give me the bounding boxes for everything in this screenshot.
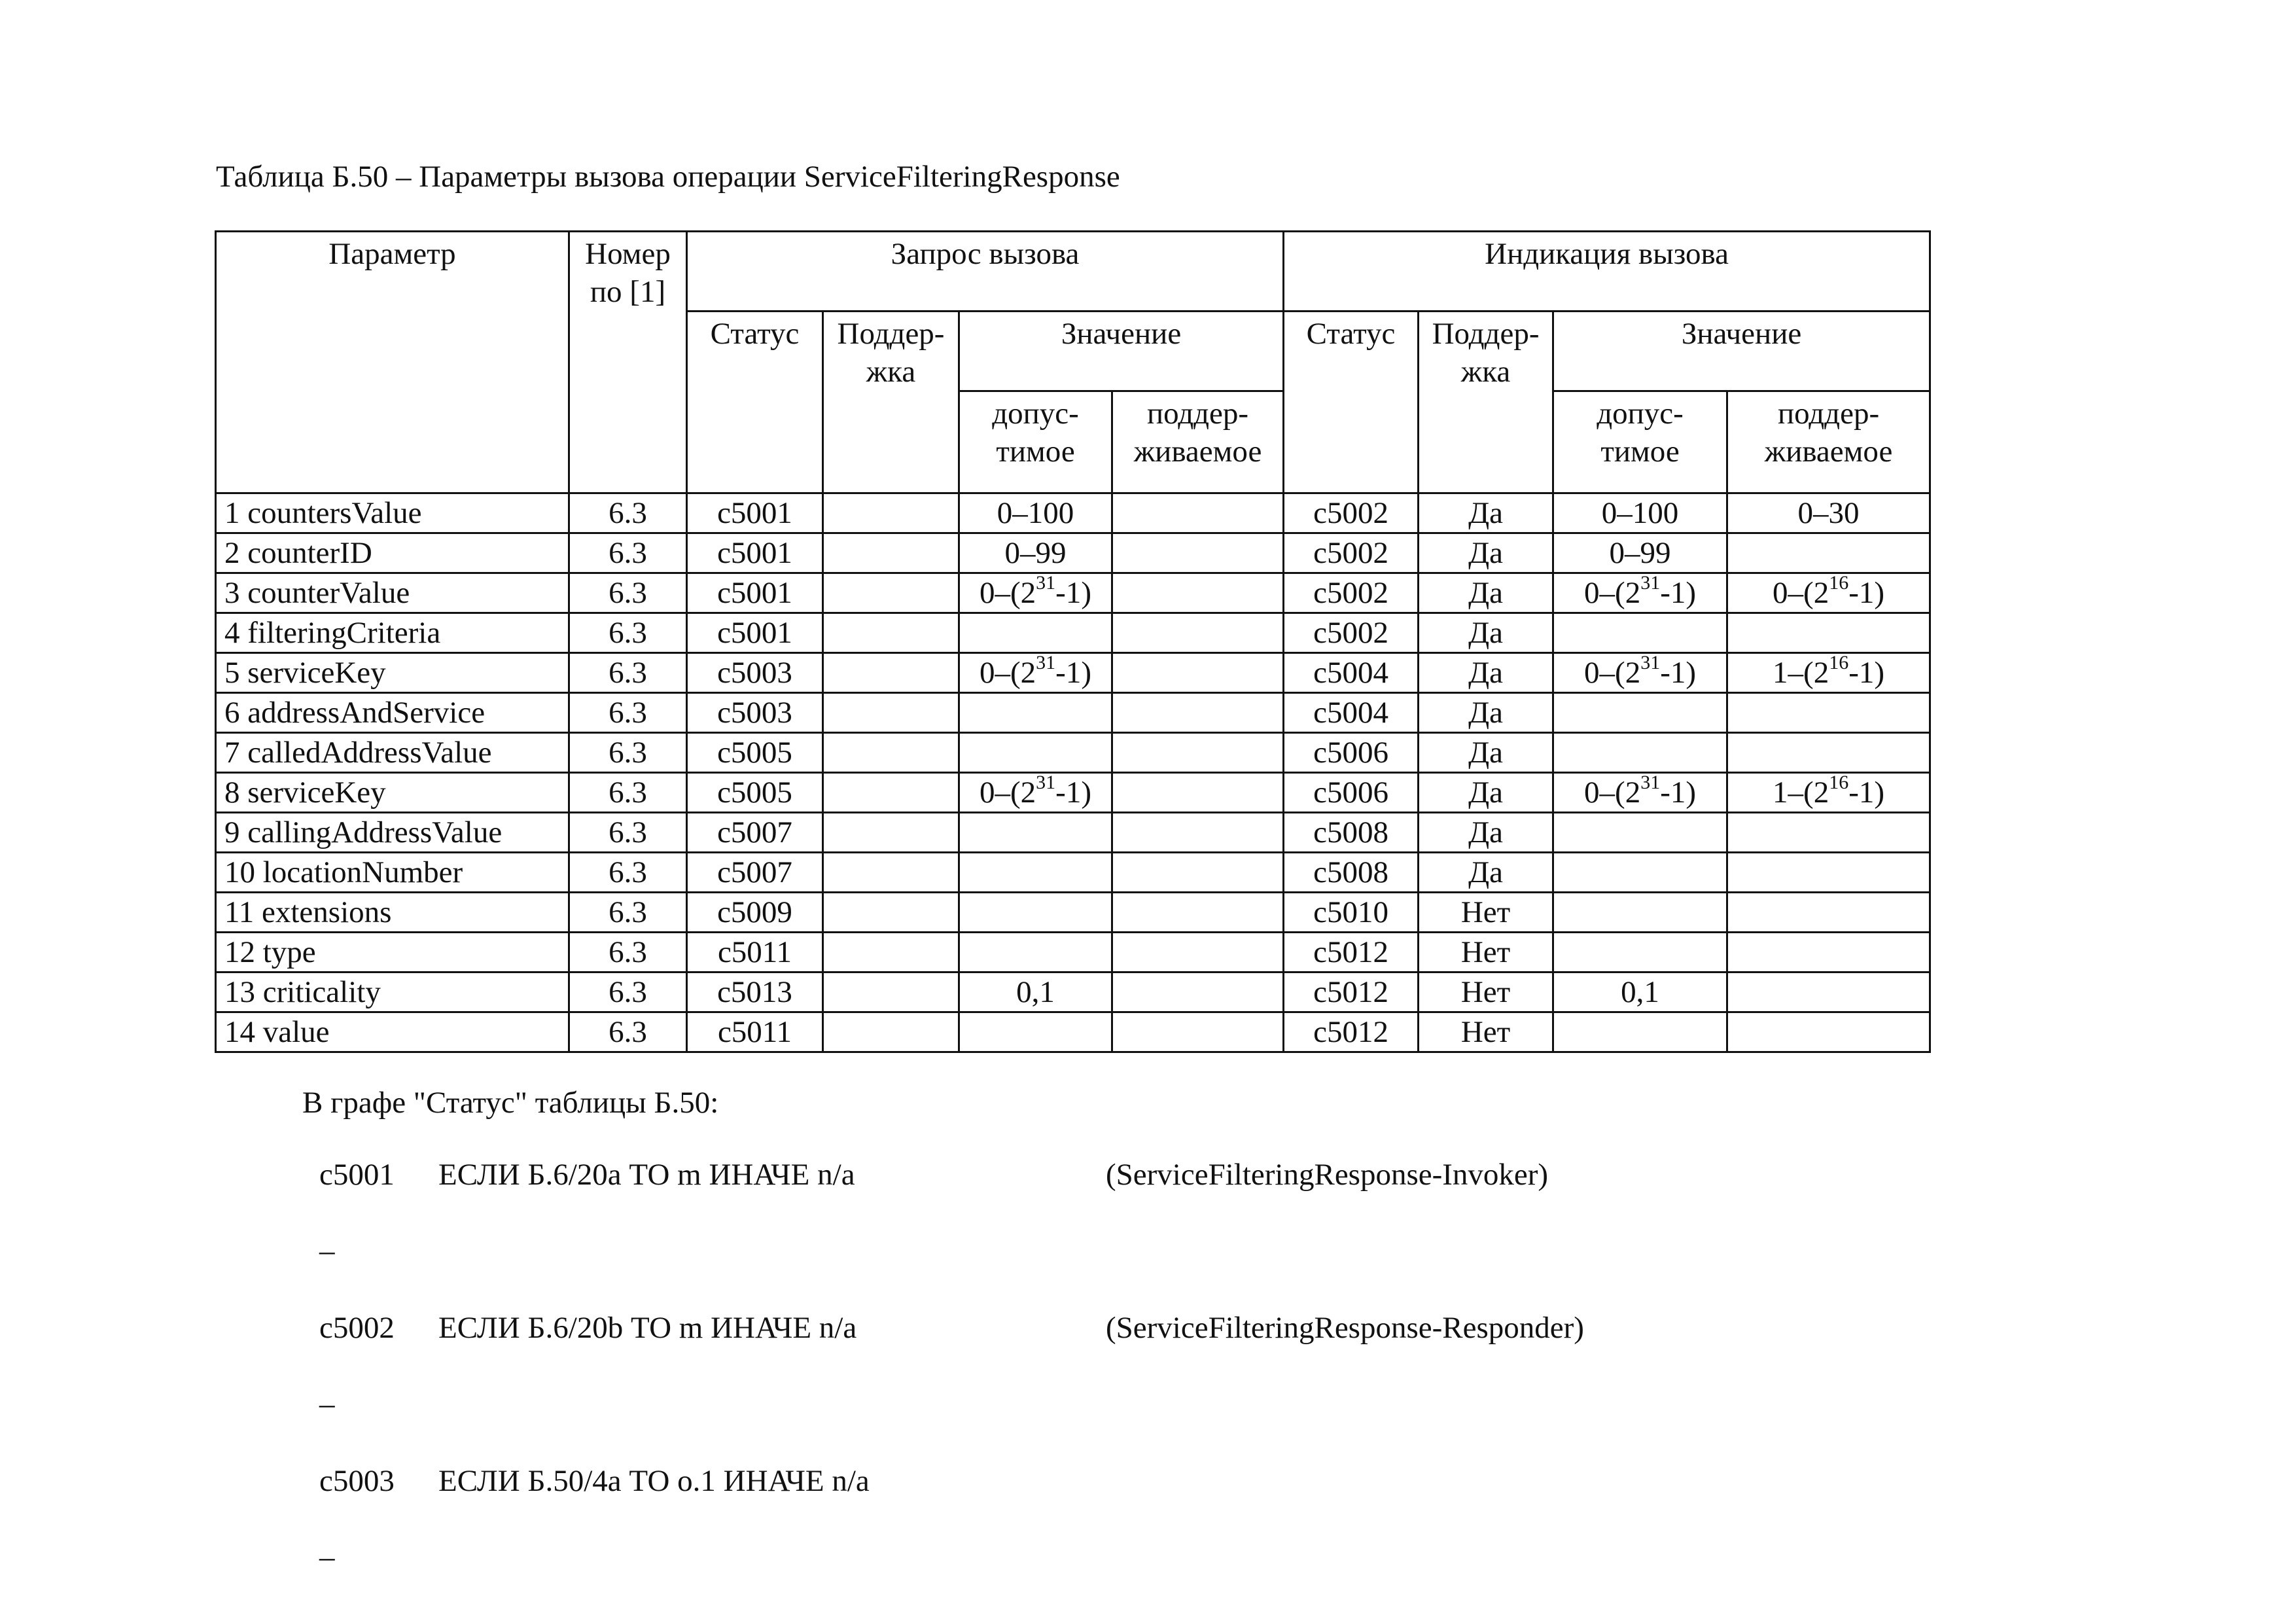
cell-req-support [823,733,959,773]
cell-ind-support: Да [1419,613,1553,653]
cell-ind-supported: $1-(2^{16}-1)$ [1727,653,1930,693]
cell-req-status: c5009 [687,893,823,933]
cell-num: 6.3 [569,813,687,853]
note-row [302,1461,870,1501]
cell-req-status: c5007 [687,813,823,853]
cell-req-allowed: 0–100 [959,493,1112,533]
table-body [216,493,1930,1052]
cell-req-status: c5003 [687,653,823,693]
cell-param: 5 serviceKey [216,653,569,693]
cell-ind-status: c5006 [1284,773,1419,813]
cell-req-status: c5001 [687,493,823,533]
cell-ind-status: c5002 [1284,533,1419,573]
note-row [302,1155,1549,1194]
cell-ind-status: c5012 [1284,972,1419,1012]
header-request-support: Поддер-жка [823,312,959,493]
cell-req-allowed: 0–99 [959,533,1112,573]
cell-req-allowed: $0-(2^{31}-1)$ [959,653,1112,693]
notes-list [302,1155,1584,1577]
cell-param: 9 callingAddressValue [216,813,569,853]
cell-req-allowed [959,693,1112,733]
cell-num: 6.3 [569,933,687,972]
header-request-value: Значение [959,312,1284,391]
cell-ind-allowed [1553,1012,1727,1052]
cell-req-supported [1112,1012,1284,1052]
table-row [216,693,1930,733]
cell-param: 2 counterID [216,533,569,573]
cell-req-supported [1112,493,1284,533]
note-code: c5001 [319,1158,395,1192]
cell-ind-allowed [1553,933,1727,972]
cell-req-allowed [959,733,1112,773]
cell-param: 6 addressAndService [216,693,569,733]
cell-req-support [823,693,959,733]
table-row [216,773,1930,813]
cell-req-supported [1112,653,1284,693]
cell-req-status: c5005 [687,733,823,773]
cell-ind-status: c5008 [1284,853,1419,893]
cell-req-status: c5001 [687,573,823,613]
table-row [216,1012,1930,1052]
cell-req-status: c5013 [687,972,823,1012]
note-condition: ЕСЛИ Б.6/20b ТО m ИНАЧЕ n/a [438,1311,857,1345]
cell-req-support [823,613,959,653]
cell-req-support [823,933,959,972]
cell-req-support [823,773,959,813]
cell-param: 3 counterValue [216,573,569,613]
table-row [216,893,1930,933]
cell-req-support [823,573,959,613]
cell-ind-allowed [1553,693,1727,733]
header-request-allowed: допус-тимое [959,391,1112,493]
table-row [216,653,1930,693]
cell-req-allowed: $0-(2^{31}-1)$ [959,773,1112,813]
cell-ind-allowed [1553,733,1727,773]
cell-req-allowed: 0,1 [959,972,1112,1012]
cell-num: 6.3 [569,733,687,773]
cell-req-supported [1112,573,1284,613]
cell-ind-status: c5004 [1284,693,1419,733]
cell-ind-support: Да [1419,813,1553,853]
cell-num: 6.3 [569,773,687,813]
cell-req-supported [1112,853,1284,893]
cell-ind-supported [1727,533,1930,573]
table-row [216,933,1930,972]
cell-req-supported [1112,773,1284,813]
cell-param: 12 type [216,933,569,972]
cell-ind-support: Да [1419,533,1553,573]
header-param: Параметр [216,232,569,493]
note-condition: ЕСЛИ Б.6/20a ТО m ИНАЧЕ n/a [438,1158,855,1192]
header-indication: Индикация вызова [1284,232,1930,312]
cell-req-support [823,1012,959,1052]
cell-req-support [823,853,959,893]
cell-ind-allowed [1553,813,1727,853]
cell-req-support [823,893,959,933]
cell-num: 6.3 [569,1012,687,1052]
cell-num: 6.3 [569,653,687,693]
cell-param: 4 filteringCriteria [216,613,569,653]
table-row [216,733,1930,773]
cell-param: 13 criticality [216,972,569,1012]
cell-ind-support: Да [1419,853,1553,893]
table-row [216,613,1930,653]
header-indication-allowed: допус-тимое [1553,391,1727,493]
cell-ind-supported [1727,933,1930,972]
cell-ind-supported [1727,733,1930,773]
cell-param: 1 countersValue [216,493,569,533]
table-row [216,853,1930,893]
cell-ind-support: Да [1419,573,1553,613]
header-indication-status: Статус [1284,312,1419,493]
cell-ind-support: Да [1419,653,1553,693]
header-request-supported: поддер-живаемое [1112,391,1284,493]
notes-intro: В графе "Статус" таблицы Б.50: [302,1086,719,1120]
cell-ind-supported [1727,893,1930,933]
cell-ind-allowed [1553,853,1727,893]
cell-ind-supported: $1-(2^{16}-1)$ [1727,773,1930,813]
cell-ind-status: c5002 [1284,613,1419,653]
cell-req-support [823,813,959,853]
cell-req-status: c5011 [687,933,823,972]
cell-req-supported [1112,813,1284,853]
cell-req-status: c5007 [687,853,823,893]
cell-req-support [823,493,959,533]
cell-ind-supported [1727,613,1930,653]
cell-ind-allowed: 0–99 [1553,533,1727,573]
cell-num: 6.3 [569,853,687,893]
cell-param: 11 extensions [216,893,569,933]
header-request-status: Статус [687,312,823,493]
cell-req-status: c5005 [687,773,823,813]
cell-req-allowed [959,933,1112,972]
cell-num: 6.3 [569,493,687,533]
cell-req-supported [1112,733,1284,773]
cell-req-allowed [959,813,1112,853]
note-dash: – [319,1234,335,1268]
cell-req-supported [1112,933,1284,972]
header-number: Номер по [1] [569,232,687,493]
cell-ind-supported [1727,813,1930,853]
cell-ind-supported [1727,1012,1930,1052]
cell-req-allowed: $0-(2^{31}-1)$ [959,573,1112,613]
note-dash: – [319,1387,335,1421]
note-code: c5002 [319,1311,395,1345]
cell-num: 6.3 [569,533,687,573]
cell-ind-status: c5002 [1284,573,1419,613]
note-code: c5003 [319,1464,395,1498]
cell-param: 10 locationNumber [216,853,569,893]
cell-ind-allowed [1553,613,1727,653]
note-reference: (ServiceFilteringResponse-Invoker) [1106,1158,1549,1192]
status-notes [302,1083,1584,1614]
header-indication-supported: поддер-живаемое [1727,391,1930,493]
cell-req-support [823,653,959,693]
cell-ind-support: Да [1419,773,1553,813]
table-row [216,573,1930,613]
cell-ind-allowed: 0–100 [1553,493,1727,533]
note-dash: – [319,1540,335,1574]
table-row [216,533,1930,573]
cell-req-supported [1112,693,1284,733]
cell-param: 14 value [216,1012,569,1052]
cell-req-supported [1112,613,1284,653]
note-row [302,1308,1584,1347]
cell-ind-support: Нет [1419,933,1553,972]
cell-ind-allowed: $0-(2^{31}-1)$ [1553,653,1727,693]
cell-ind-status: c5002 [1284,493,1419,533]
cell-ind-status: c5008 [1284,813,1419,853]
cell-req-allowed [959,1012,1112,1052]
cell-ind-support: Да [1419,693,1553,733]
note-reference: (ServiceFilteringResponse-Responder) [1106,1311,1584,1345]
cell-num: 6.3 [569,573,687,613]
note-condition: ЕСЛИ Б.50/4a ТО o.1 ИНАЧЕ n/a [438,1464,870,1498]
cell-ind-allowed: $0-(2^{31}-1)$ [1553,573,1727,613]
cell-ind-status: c5012 [1284,1012,1419,1052]
cell-req-status: c5003 [687,693,823,733]
cell-ind-support: Нет [1419,1012,1553,1052]
cell-req-status: c5011 [687,1012,823,1052]
cell-req-supported [1112,893,1284,933]
cell-ind-support: Нет [1419,972,1553,1012]
cell-ind-allowed: $0-(2^{31}-1)$ [1553,773,1727,813]
cell-ind-status: c5006 [1284,733,1419,773]
cell-ind-support: Да [1419,493,1553,533]
cell-num: 6.3 [569,613,687,653]
cell-ind-allowed: 0,1 [1553,972,1727,1012]
cell-ind-allowed [1553,893,1727,933]
cell-ind-status: c5010 [1284,893,1419,933]
parameters-table [215,230,1931,1053]
cell-req-supported [1112,533,1284,573]
cell-num: 6.3 [569,693,687,733]
cell-req-status: c5001 [687,533,823,573]
cell-req-supported [1112,972,1284,1012]
cell-num: 6.3 [569,893,687,933]
header-request: Запрос вызова [687,232,1284,312]
cell-ind-supported [1727,853,1930,893]
table-row [216,813,1930,853]
header-indication-value: Значение [1553,312,1930,391]
cell-num: 6.3 [569,972,687,1012]
cell-ind-supported [1727,693,1930,733]
table-row [216,972,1930,1012]
cell-req-allowed [959,613,1112,653]
cell-ind-supported [1727,972,1930,1012]
cell-req-allowed [959,853,1112,893]
cell-ind-status: c5004 [1284,653,1419,693]
cell-req-support [823,533,959,573]
cell-req-support [823,972,959,1012]
cell-ind-supported: $0-(2^{16}-1)$ [1727,573,1930,613]
cell-req-status: c5001 [687,613,823,653]
table-caption: Таблица Б.50 – Параметры вызова операции ServiceFilteringResponse [216,160,1120,194]
cell-ind-support: Нет [1419,893,1553,933]
cell-param: 8 serviceKey [216,773,569,813]
cell-req-allowed [959,893,1112,933]
cell-ind-supported: 0–30 [1727,493,1930,533]
cell-param: 7 calledAddressValue [216,733,569,773]
table-row [216,493,1930,533]
cell-ind-support: Да [1419,733,1553,773]
header-indication-support: Поддер-жка [1419,312,1553,493]
cell-ind-status: c5012 [1284,933,1419,972]
